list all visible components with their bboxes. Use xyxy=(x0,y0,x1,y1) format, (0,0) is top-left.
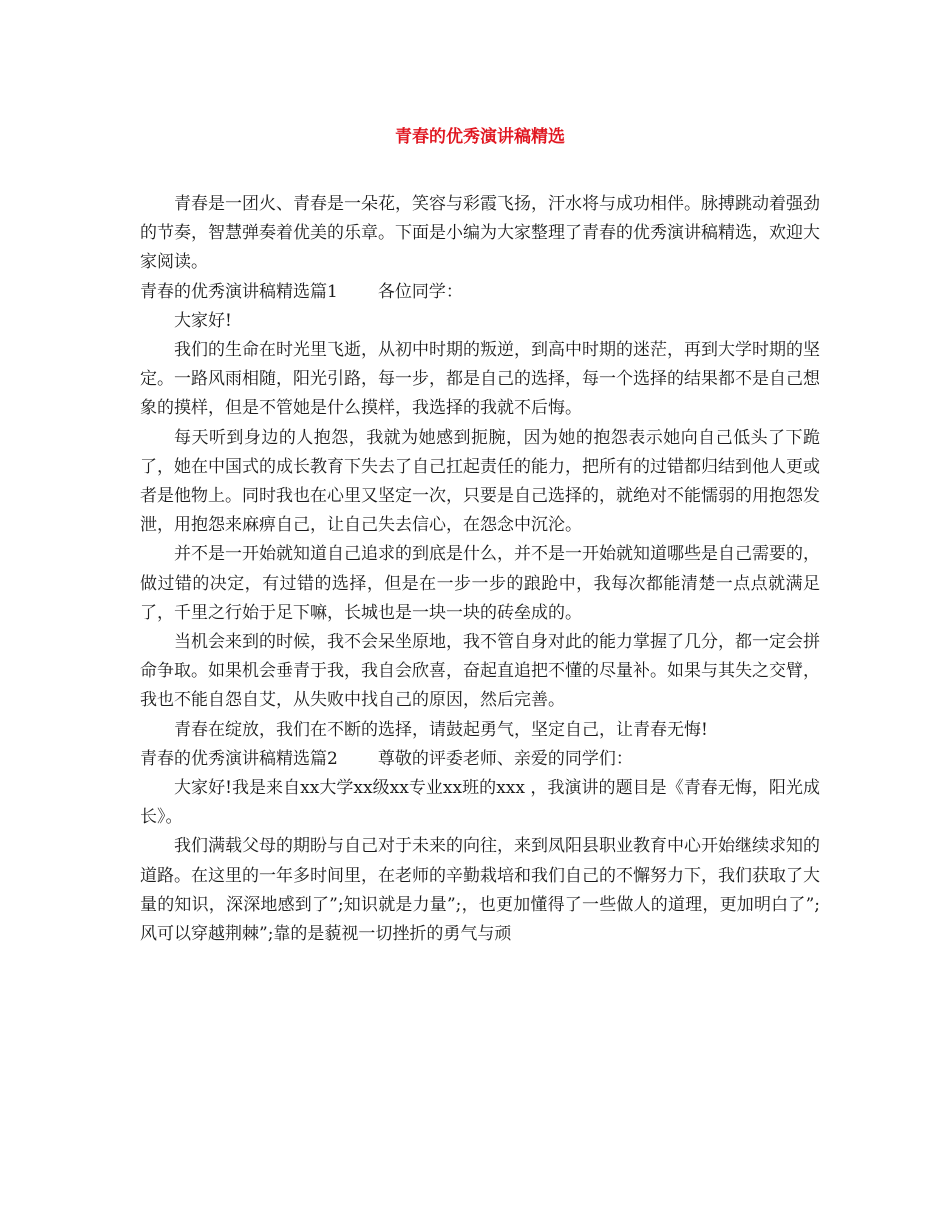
paragraph: 并不是一开始就知道自己追求的到底是什么，并不是一开始就知道哪些是自己需要的，做过错的决定，有过错的选择，但是在一步一步的踉跄中，我每次都能清楚一点点就满足了，千里之行始于足下嘛，长城也是一块一块的砖垒成的。 xyxy=(140,544,820,623)
paragraph: 当机会来到的时候，我不会呆坐原地，我不管自身对此的能力掌握了几分，都一定会拼命争取。如果机会垂青于我，我自会欣喜，奋起直追把不懂的尽量补。如果与其失之交臂，我也不能自怨自艾，从失败中找自己的原因，然后完善。 xyxy=(140,632,820,711)
intro-paragraph: 青春是一团火、青春是一朵花，笑容与彩霞飞扬，汗水将与成功相伴。脉搏跳动着强劲的节奏，智慧弹奏着优美的乐章。下面是小编为大家整理了青春的优秀演讲稿精选，欢迎大家阅读。 xyxy=(140,194,820,273)
section-heading-1 xyxy=(140,278,820,307)
section-heading-2 xyxy=(140,745,820,774)
salutation-1: 各位同学： xyxy=(377,281,463,302)
salutation-2: 尊敬的评委老师、亲爱的同学们： xyxy=(377,748,633,769)
section-title-2: 青春的优秀演讲稿精选篇2 xyxy=(140,748,338,769)
section-title-1: 青春的优秀演讲稿精选篇1 xyxy=(140,281,338,302)
paragraph: 青春在绽放，我们在不断的选择，请鼓起勇气，坚定自己，让青春无悔! xyxy=(174,719,708,740)
document-body xyxy=(140,190,820,949)
document-title: 青春的优秀演讲稿精选 xyxy=(395,127,565,147)
paragraph: 大家好! xyxy=(174,310,232,331)
paragraph: 我们满载父母的期盼与自己对于未来的向往，来到凤阳县职业教育中心开始继续求知的道路。在这里的一年多时间里，在老师的辛勤栽培和我们自己的不懈努力下，我们获取了大量的知识，深深地感到了”;知识就是力量”;，也更加懂得了一些做人的道理，更加明白了”;风可以穿越荆棘”;靠的是藐视一切挫折的勇气与顽 xyxy=(140,836,820,945)
paragraph: 大家好!我是来自xx大学xx级xx专业xx班的xxx ，我演讲的题目是《青春无悔，阳光成长》。 xyxy=(140,778,820,828)
paragraph: 我们的生命在时光里飞逝，从初中时期的叛逆，到高中时期的迷茫，再到大学时期的坚定。一路风雨相随，阳光引路，每一步，都是自己的选择，每一个选择的结果都不是自己想象的摸样，但是不管她是什么摸样，我选择的我就不后悔。 xyxy=(140,340,820,419)
paragraph: 每天听到身边的人抱怨，我就为她感到扼腕，因为她的抱怨表示她向自己低头了下跪了，她在中国式的成长教育下失去了自己扛起责任的能力，把所有的过错都归结到他人更或者是他物上。同时我也在心里又坚定一次，只要是自己选择的，就绝对不能懦弱的用抱怨发泄，用抱怨来麻痹自己，让自己失去信心，在怨念中沉沦。 xyxy=(140,427,820,536)
